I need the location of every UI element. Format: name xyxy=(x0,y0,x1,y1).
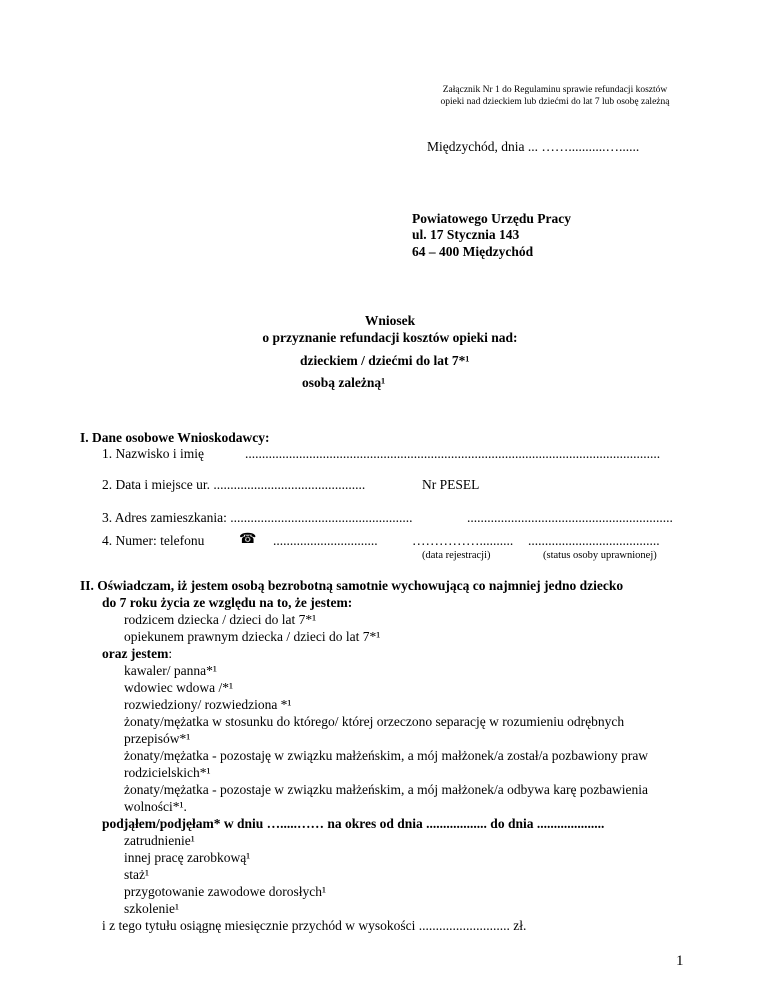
status-field[interactable]: ....................................... xyxy=(528,533,660,548)
other-work-option: innej pracę zarobkową¹ xyxy=(124,850,251,865)
widow-option: wdowiec wdowa /*¹ xyxy=(124,680,234,695)
guardian-option: opiekunem prawnym dziecka / dzieci do lat 7*¹ xyxy=(124,629,381,644)
page-number: 1 xyxy=(676,953,684,969)
title-line-4: osobą zależną¹ xyxy=(302,375,386,390)
section2-heading-line-1: II. Oświadczam, iż jestem osobą bezrobotną samotnie wychowującą co najmniej jedno dziecko xyxy=(80,578,624,593)
recipient-line-1: Powiatowego Urzędu Pracy xyxy=(412,211,571,226)
name-field[interactable]: ........................................................................................................................... xyxy=(245,446,661,461)
and-label xyxy=(102,646,172,662)
address-field-2[interactable]: ............................................................. xyxy=(467,510,673,525)
annex-line-1: Załącznik Nr 1 do Regulaminu sprawie refundacji kosztów xyxy=(442,85,668,95)
title-line-1: Wniosek xyxy=(364,313,416,328)
prison-option-line-2: wolności*¹. xyxy=(124,799,187,814)
internship-option: staż¹ xyxy=(124,867,150,882)
parental-rights-option-line-1: żonaty/mężatka - pozostaję w związku małżeńskim, a mój małżonek/a został/a pozbawiony praw xyxy=(124,748,649,763)
income-line: i z tego tytułu osiągnę miesięcznie przychód w wysokości ........................... zł. xyxy=(102,918,527,933)
name-label: 1. Nazwisko i imię xyxy=(102,446,204,461)
section1-heading: I. Dane osobowe Wnioskodawcy: xyxy=(80,430,270,445)
divorced-option: rozwiedziony/ rozwiedziona *¹ xyxy=(124,697,292,712)
phone-field[interactable]: ............................... xyxy=(273,533,378,548)
and-label-colon: : xyxy=(168,646,173,661)
registration-date-caption: (data rejestracji) xyxy=(422,550,491,561)
title-line-3: dzieckiem / dziećmi do lat 7*¹ xyxy=(300,353,470,368)
separated-option-line-1: żonaty/mężatka w stosunku do którego/ której orzeczono separację w rozumieniu odrębnych xyxy=(124,714,625,729)
birth-label: 2. Data i miejsce ur. ............................................. xyxy=(102,477,366,492)
parent-option: rodzicem dziecka / dzieci do lat 7*¹ xyxy=(124,612,317,627)
parental-rights-option-line-2: rodzicielskich*¹ xyxy=(124,765,211,780)
and-label-bold: oraz jestem xyxy=(102,646,169,661)
employment-option: zatrudnienie¹ xyxy=(124,833,195,848)
prison-option-line-1: żonaty/mężatka - pozostaje w związku małżeńskim, a mój małżonek/a odbywa karę pozbawienia xyxy=(124,782,649,797)
adult-training-option: przygotowanie zawodowe dorosłych¹ xyxy=(124,884,326,899)
section2-heading-line-2: do 7 roku życia ze względu na to, że jestem: xyxy=(102,595,353,610)
status-caption: (status osoby uprawnionej) xyxy=(543,550,657,561)
undertook-line: podjąłem/podjęłam* w dniu ….....…… na okres od dnia .................. do dnia .................... xyxy=(102,816,605,831)
phone-icon: ☎ xyxy=(239,532,257,547)
single-option: kawaler/ panna*¹ xyxy=(124,663,217,678)
annex-line-2: opieki nad dzieckiem lub dziećmi do lat 7 lub osobę zależną xyxy=(440,97,670,107)
separated-option-line-2: przepisów*¹ xyxy=(124,731,191,746)
recipient-line-2: ul. 17 Stycznia 143 xyxy=(412,227,520,242)
phone-label: 4. Numer: telefonu xyxy=(102,533,205,548)
pesel-label: Nr PESEL xyxy=(422,477,480,492)
recipient-line-3: 64 – 400 Międzychód xyxy=(412,244,534,259)
address-label: 3. Adres zamieszkania: ...................................................... xyxy=(102,510,413,525)
place-date: Międzychód, dnia ... ……...........…...... xyxy=(427,139,640,154)
registration-date-field[interactable]: …………….......... xyxy=(412,533,514,548)
title-line-2: o przyznanie refundacji kosztów opieki nad: xyxy=(262,330,518,345)
training-option: szkolenie¹ xyxy=(124,901,180,916)
